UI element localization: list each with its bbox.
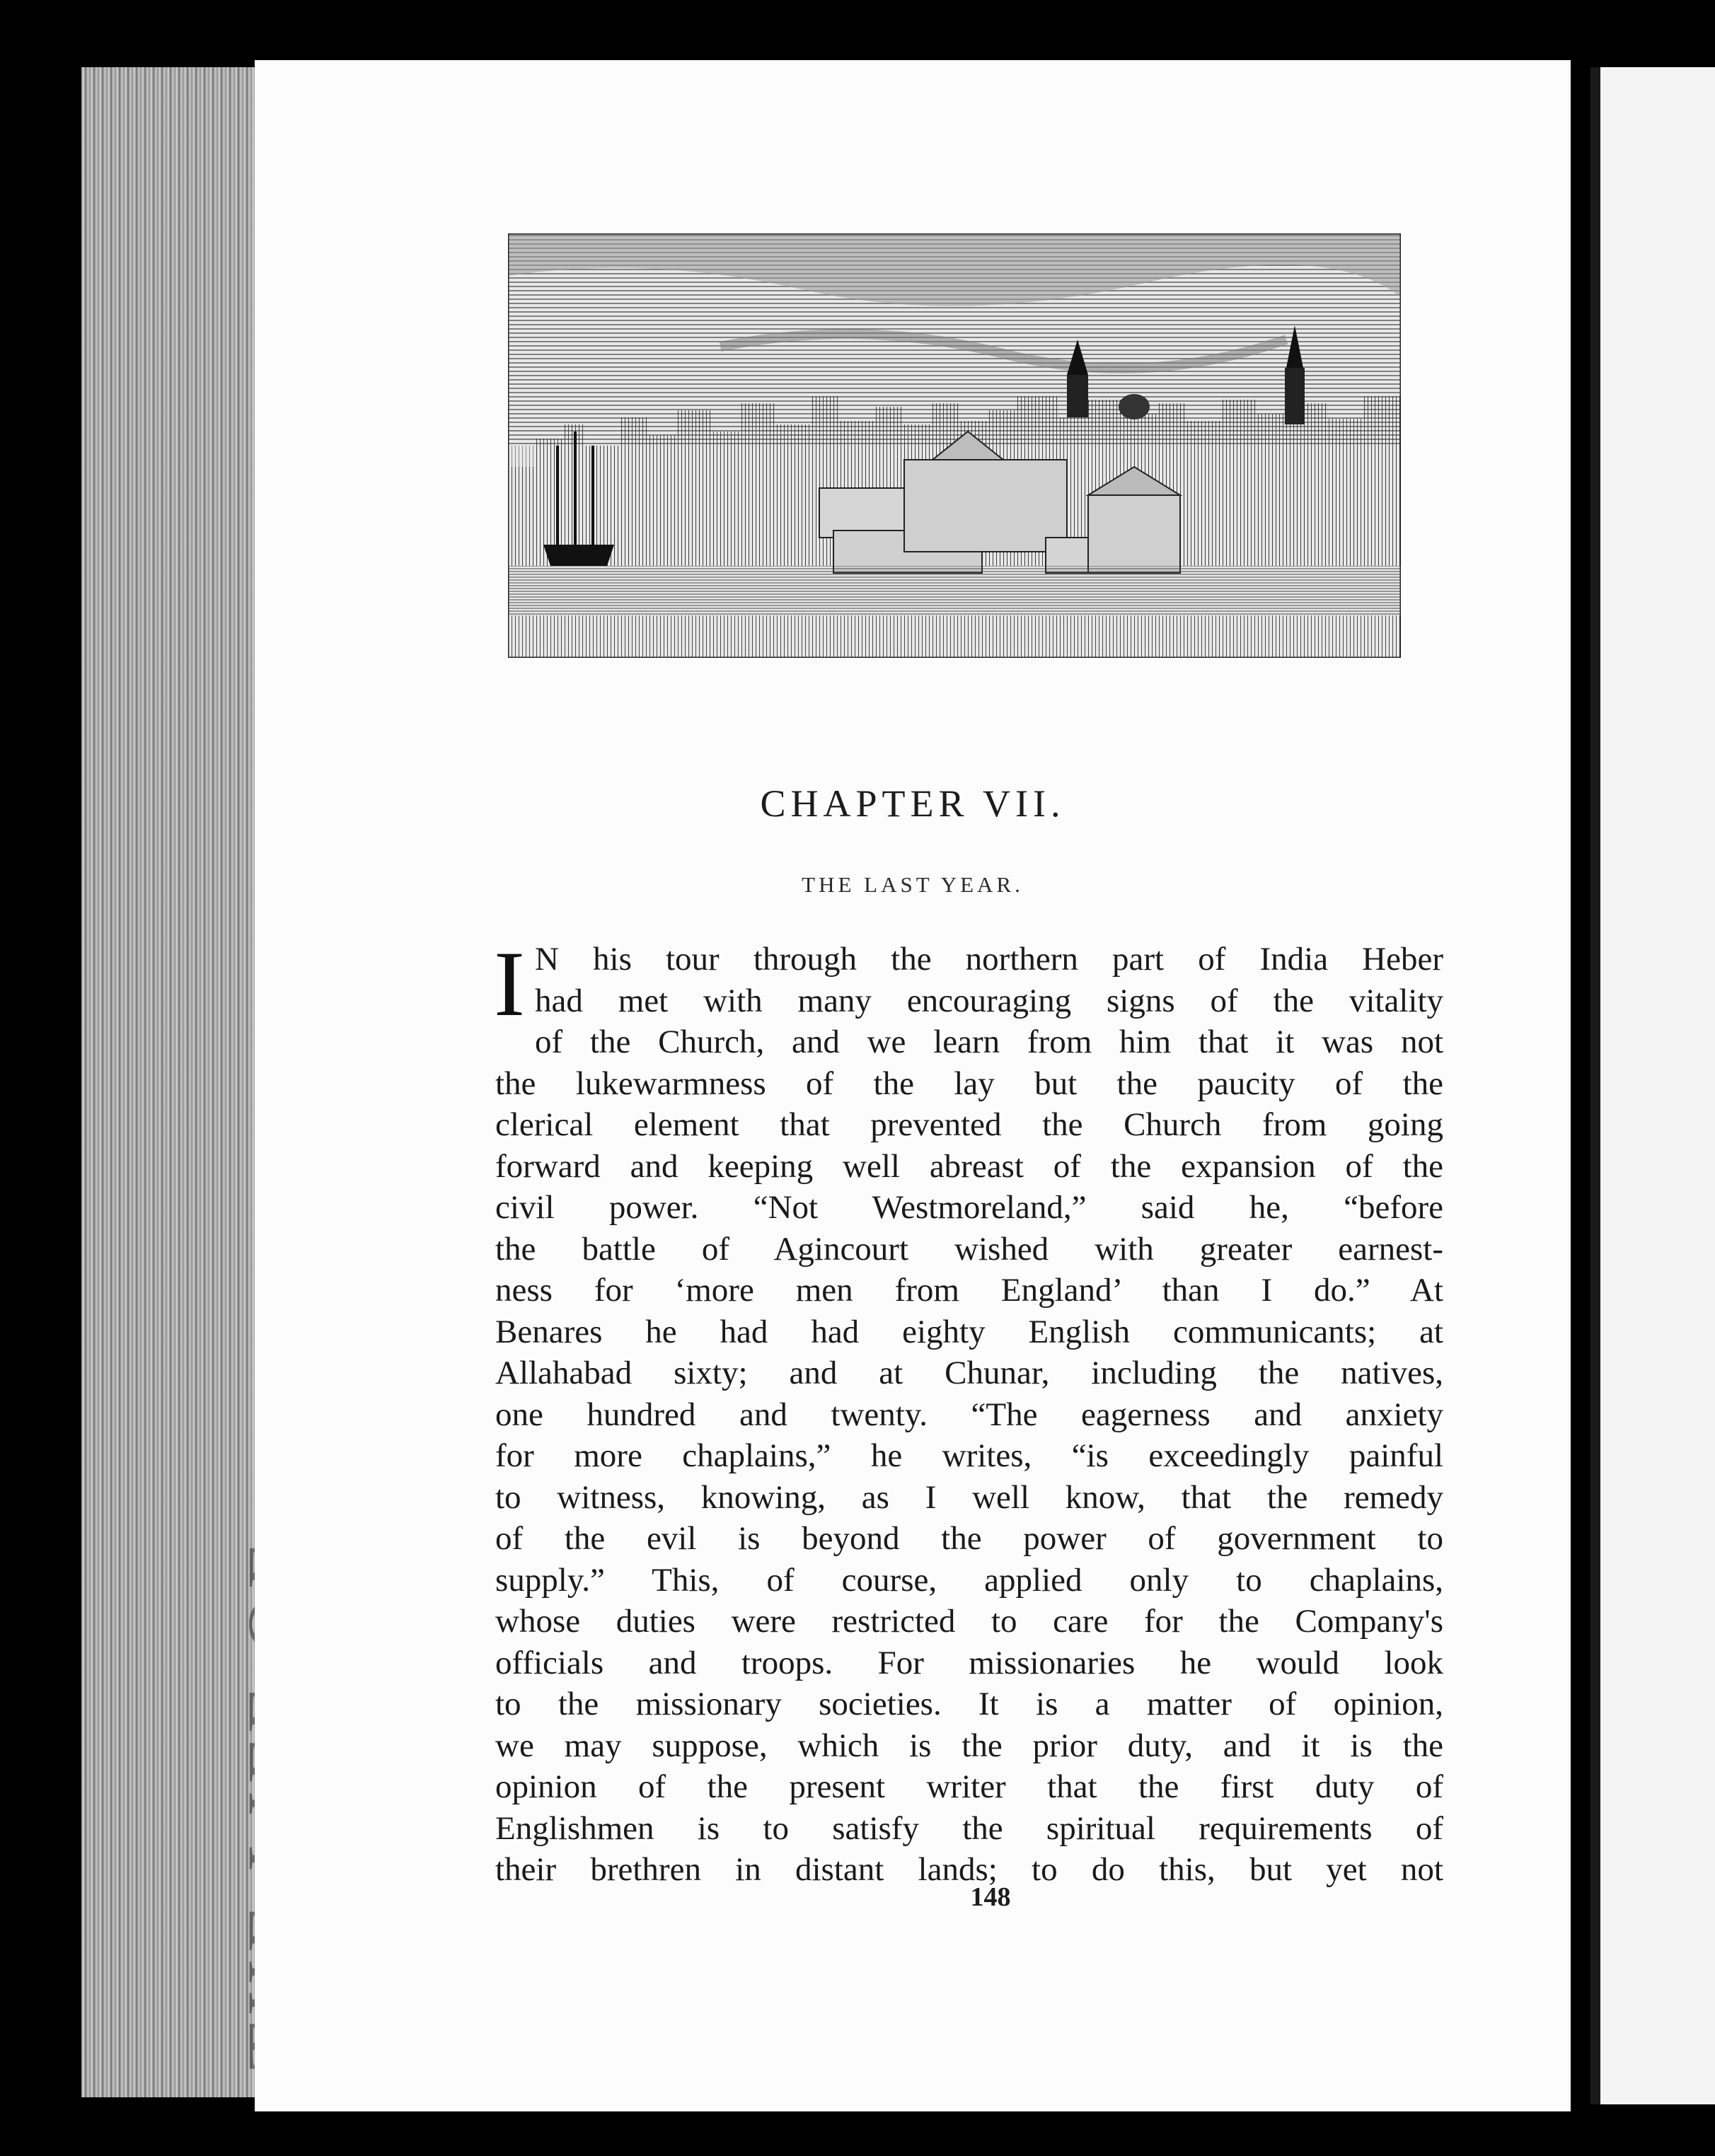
text-line: N his tour through the northern part of India Heber — [534, 941, 1443, 978]
chapter-title: CHAPTER VII. — [760, 782, 1066, 825]
text-line: Benares he had had eighty English communicants; at — [495, 1313, 1443, 1350]
text-line: of the Church, and we learn from him that it was not — [534, 1024, 1443, 1060]
text-line: forward and keeping well abreast of the expansion of the — [495, 1147, 1443, 1185]
text-line: we may suppose, which is the prior duty, and it is the — [495, 1727, 1443, 1764]
text-line: ness for ‘more men from England’ than I do.” At — [495, 1272, 1443, 1309]
facing-page-edge — [1590, 67, 1715, 2104]
text-line: to the missionary societies. It is a matter of opinion, — [495, 1686, 1443, 1722]
text-line: the lukewarmness of the lay but the paucity of the — [495, 1065, 1443, 1102]
drop-cap: I — [494, 932, 525, 1036]
text-line: had met with many encouraging signs of the vitality — [534, 982, 1443, 1019]
body-text — [494, 932, 1443, 1891]
book-page-edges — [81, 67, 258, 2097]
text-line: for more chaplains,” he writes, “is exceedingly painful — [495, 1437, 1443, 1474]
text-line: their brethren in distant lands; to do this, but yet not — [495, 1851, 1443, 1888]
text-line: to witness, knowing, as I well know, that the remedy — [495, 1478, 1443, 1516]
text-line: officials and troops. For missionaries he would look — [495, 1644, 1443, 1681]
harbor-city-engraving — [508, 233, 1401, 658]
text-line: clerical element that prevented the Church from going — [495, 1106, 1443, 1143]
page-number: 148 — [970, 1882, 1011, 1912]
text-line: opinion of the present writer that the first duty of — [495, 1768, 1443, 1805]
text-line: supply.” This, of course, applied only to chaplains, — [495, 1561, 1443, 1599]
text-line: of the evil is beyond the power of government to — [495, 1520, 1443, 1557]
chapter-subtitle: THE LAST YEAR. — [802, 872, 1024, 897]
text-line: civil power. “Not Westmoreland,” said he, “before — [495, 1189, 1443, 1226]
text-line: Allahabad sixty; and at Chunar, including the natives, — [495, 1355, 1443, 1391]
text-line: one hundred and twenty. “The eagerness and anxiety — [495, 1396, 1443, 1433]
text-line: whose duties were restricted to care for the Company's — [495, 1603, 1443, 1640]
text-line: Englishmen is to satisfy the spiritual requirements of — [495, 1809, 1443, 1847]
text-line: the battle of Agincourt wished with greater earnest- — [495, 1230, 1443, 1268]
